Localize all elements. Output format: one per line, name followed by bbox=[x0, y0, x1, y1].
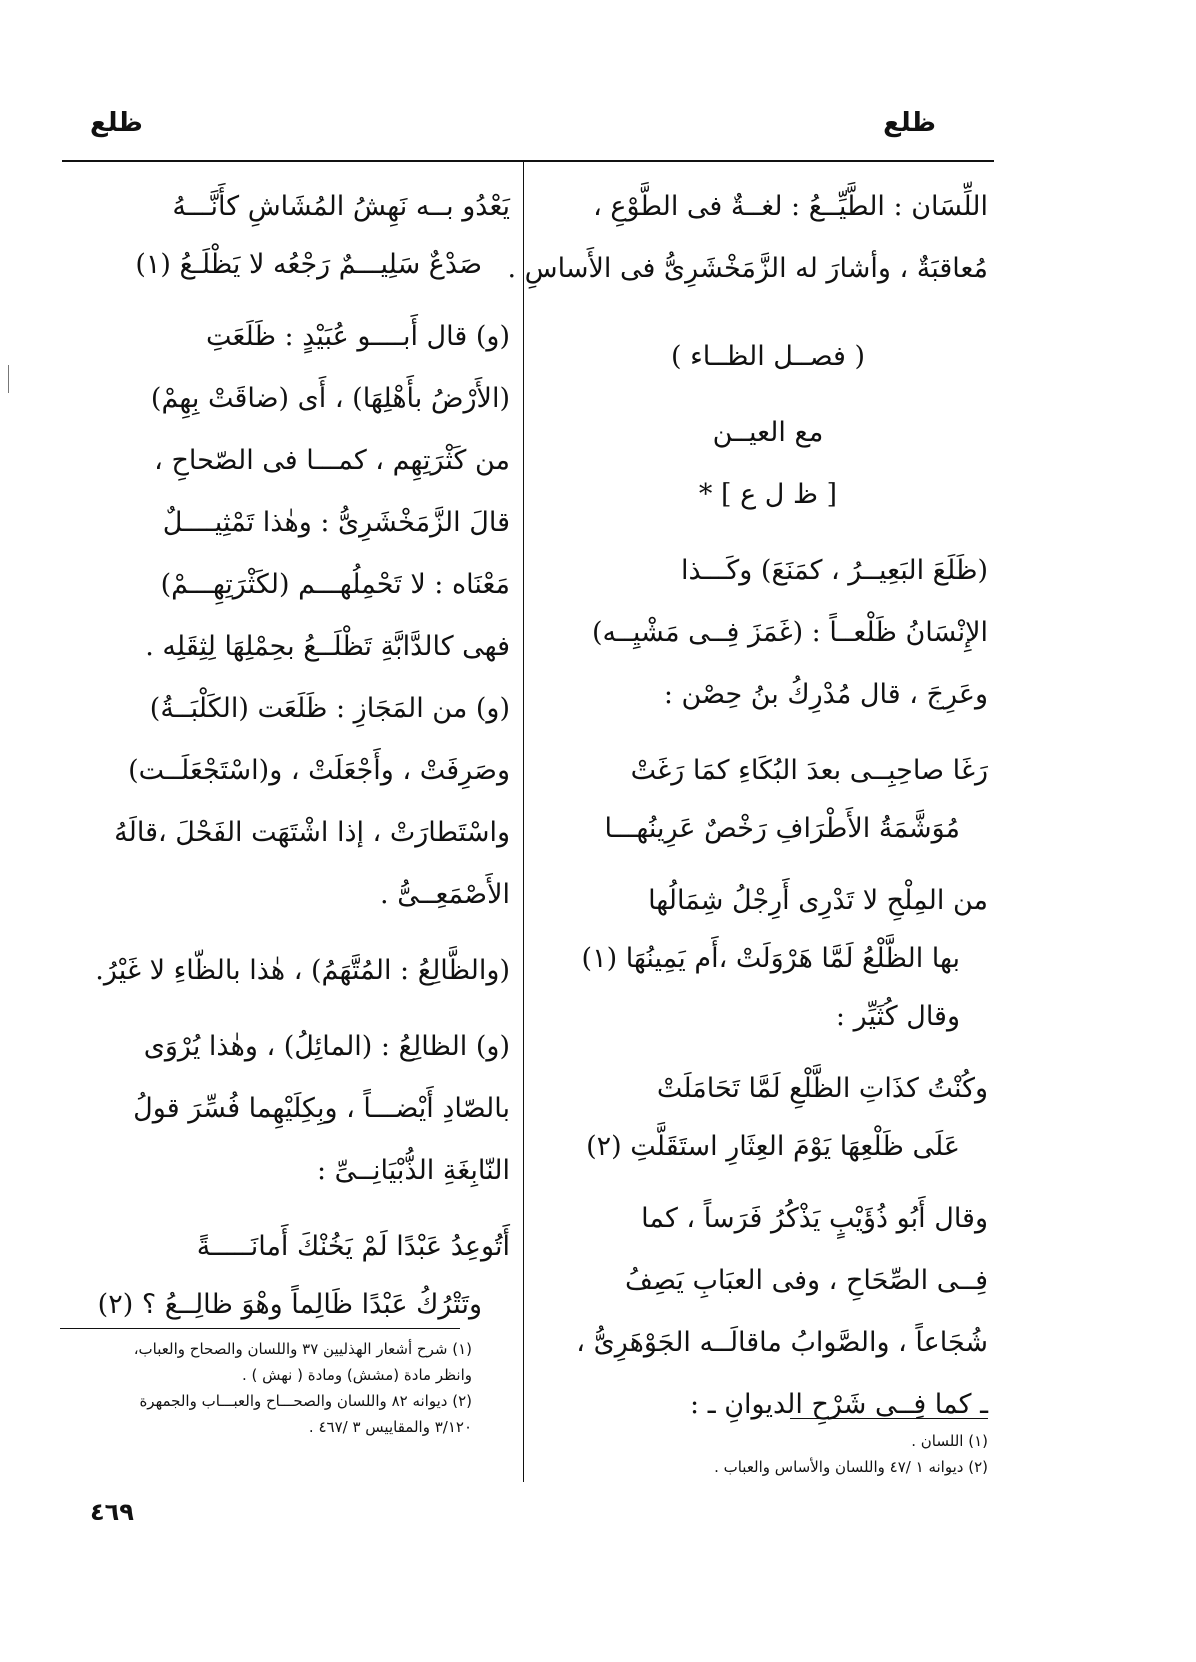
footnote-rule-right bbox=[790, 1418, 988, 1419]
root-entry: [ ظ ل ع ] * bbox=[698, 479, 838, 510]
text-line: الإِنْسَانُ ظَلْعــاً : (غَمَزَ فِــى مَشْيِــه) bbox=[592, 617, 988, 648]
text-line: وصَرِفَتْ ، وأَجْعَلَتْ ، و(اسْتَجْعَلَــت) bbox=[128, 755, 510, 786]
text-line: بالصّادِ أَيْضـــاً ، وبِكِلَيْهِما فُسِّرَ قولُ bbox=[133, 1093, 510, 1124]
text-line: (ظَلَعَ البَعِيــرُ ، كمَنَعَ) وكَـــذا bbox=[681, 555, 988, 586]
text-line: واسْتَطارَتْ ، إذا اشْتَهَت الفَحْلَ ،قالَهُ bbox=[114, 817, 510, 848]
verse-line: صَدْعٌ سَلِيـــمٌ رَجْعُه لا يَظْلَـعُ (١) bbox=[135, 249, 482, 280]
text-line: وعَرِجَ ، قال مُدْرِكُ بنُ حِصْن : bbox=[663, 679, 988, 710]
footnote: (١) شرح أشعار الهذليين ٣٧ واللسان والصحاح والعباب، bbox=[133, 1340, 472, 1358]
section-title: ( فصــل الظــاء ) bbox=[670, 341, 866, 372]
footnote: (٢) ديوانه ١ /٤٧ واللسان والأساس والعباب . bbox=[714, 1458, 988, 1476]
text-line: (الأَرْضُ بأَهْلِهَا) ، أَى (ضاقَتْ بِهِمْ) bbox=[150, 383, 510, 414]
left-column bbox=[62, 178, 510, 1334]
text-line: فهى كالدَّابَّةِ تَظْلَــعُ بحِمْلِهَا لِثِقَلِه . bbox=[145, 631, 510, 662]
text-line: من كَثْرَتِهِم ، كمـــا فى الصّحاحِ ، bbox=[154, 445, 510, 476]
verse-line: من المِلْحِ لا تَدْرِى أَرِجْلُ شِمَالُها bbox=[648, 885, 988, 916]
text-line: (و) قال أَبــــو عُبَيْدٍ : ظَلَعَتِ bbox=[205, 321, 510, 352]
footnotes-right bbox=[608, 1428, 988, 1480]
text-line: فِــى الصِّحَاحِ ، وفى العبَابِ يَصِفُ bbox=[625, 1265, 988, 1296]
page-number: ٤٦٩ bbox=[90, 1498, 134, 1526]
verse-line: يَعْدُو بــه نَهِشُ المُشَاشِ كأَنَّـــهُ bbox=[172, 191, 510, 222]
verse-line: مُوَشَّمَةُ الأَطْرَافِ رَخْصٌ عَرِينُهـــا bbox=[604, 813, 960, 844]
column-divider bbox=[523, 162, 524, 1482]
verse-line: عَلَى ظَلْعِهَا يَوْمَ العِثَارِ استَقَلَّتِ (٢) bbox=[586, 1131, 960, 1162]
text-line: مُعاقبَةٌ ، وأشارَ له الزَّمَخْشَرِىُّ فى الأَساسِ . bbox=[507, 253, 988, 284]
section-subtitle: مع العيــن bbox=[712, 417, 824, 448]
verse-line: بها الظَّلْعُ لَمَّا هَرْوَلَتْ ،أَم يَمِينُهَا (١) bbox=[581, 943, 960, 974]
footnote-rule-left bbox=[60, 1328, 460, 1329]
header-rule bbox=[62, 160, 994, 162]
running-header-left: ظلع bbox=[90, 108, 143, 138]
text-line: النّابِغَةِ الذُّبْيَانِــىِّ : bbox=[316, 1155, 510, 1186]
footnote: (٢) ديوانه ٨٢ واللسان والصحـــاح والعبـــاب والجمهرة bbox=[139, 1392, 472, 1410]
running-header-right: ظلع bbox=[883, 108, 936, 138]
footnotes-left bbox=[62, 1336, 472, 1440]
footnote: (١) اللسان . bbox=[911, 1432, 988, 1450]
footnote: ٣/١٢٠ والمقاييس ٣ /٤٦٧ . bbox=[308, 1418, 472, 1436]
text-line: مَعْنَاه : لا تَحْمِلُهـــم (لكَثْرَتِهِـــمْ) bbox=[160, 569, 510, 600]
verse-intro: وقال كُثَيِّر : bbox=[835, 1001, 960, 1032]
text-line: شُجَاعاً ، والصَّوابُ ماقالَــه الجَوْهَرِىُّ ، bbox=[576, 1327, 988, 1358]
verse-line: أَتُوعِدُ عَبْدًا لَمْ يَخُنْكَ أَمانَـــــةً bbox=[196, 1231, 510, 1262]
verse-line: رَغَا صاحِبِــى بعدَ البُكَاءِ كمَا رَغَتْ bbox=[630, 755, 988, 786]
text-line: الأَصْمَعِــىُّ . bbox=[380, 879, 510, 910]
verse-line: وتَتْرُكُ عَبْدًا ظَالِماً وهْوَ ظالِــعُ ؟ (٢) bbox=[97, 1289, 482, 1320]
verse-line: وكُنْتُ كذَاتِ الظَّلْعِ لَمَّا تَحَامَلَتْ bbox=[656, 1073, 988, 1104]
text-line: (و) من المَجَازِ : ظَلَعَت (الكَلْبَــةُ) bbox=[149, 693, 510, 724]
text-line: قالَ الزَّمَخْشَرِىُّ : وهٰذا تَمْثِيــــلٌ bbox=[162, 507, 510, 538]
text-line: ـ كما فِــى شَرْحِ الديوانِ ـ : bbox=[690, 1389, 988, 1420]
right-column bbox=[507, 178, 988, 1438]
footnote: وانظر مادة (مشش) ومادة ( نهش ) . bbox=[241, 1366, 472, 1384]
text-line: (والظَّالِعُ : المُتَّهَمُ) ، هٰذا بالظّاءِ لا غَيْرُ. bbox=[95, 955, 510, 986]
text-line: وقال أَبُو ذُؤَيْبٍ يَذْكُرُ فَرَساً ، كما bbox=[641, 1203, 988, 1234]
text-line: اللِّسَان : الطَّيِّــعُ : لغــةٌ فى الطَّوْعِ ، bbox=[593, 191, 988, 222]
margin-mark bbox=[8, 365, 9, 393]
text-line: (و) الظالِعُ : (المائِلُ) ، وهٰذا يُرْوَى bbox=[143, 1031, 510, 1062]
